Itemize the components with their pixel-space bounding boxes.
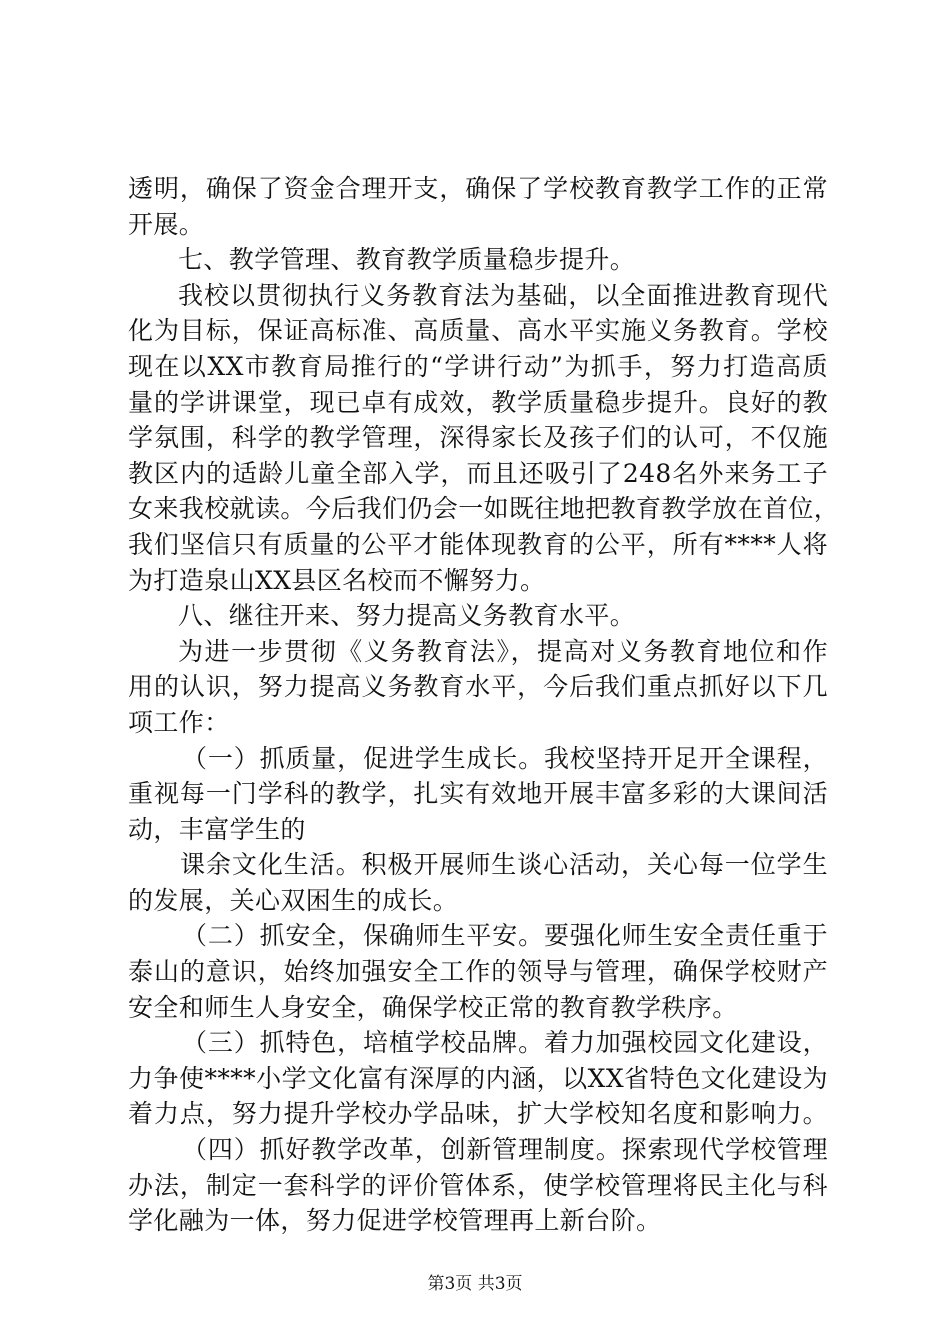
text-line: 量的学讲课堂，现已卓有成效，教学质量稳步提升。良好的教 — [128, 387, 828, 417]
subsection-one: （一）抓质量，促进学生成长。我校坚持开足开全课程， — [182, 743, 828, 773]
subsection-four: （四）抓好教学改革，创新管理制度。探索现代学校管理 — [182, 1135, 828, 1165]
section-heading-seven: 七、教学管理、教育教学质量稳步提升。 — [178, 245, 636, 275]
text-line: 办法，制定一套科学的评价管体系，使学校管理将民主化与科 — [128, 1170, 828, 1200]
text-line: 我们坚信只有质量的公平才能体现教育的公平，所有****人将 — [128, 529, 828, 559]
text-line: 透明，确保了资金合理开支，确保了学校教育教学工作的正常 — [128, 174, 828, 203]
text-line: 力争使****小学文化富有深厚的内涵，以XX省特色文化建设为 — [128, 1063, 828, 1093]
text-line: 教区内的适龄儿童全部入学，而且还吸引了248名外来务工子 — [128, 458, 828, 488]
text-line: 动，丰富学生的 — [128, 814, 306, 844]
text-line: 现在以XX市教育局推行的“学讲行动”为抓手，努力打造高质 — [128, 351, 828, 381]
text-line: 着力点，努力提升学校办学品味，扩大学校知名度和影响力。 — [128, 1099, 828, 1129]
text-line: 化为目标，保证高标准、高质量、高水平实施义务教育。学校 — [128, 316, 828, 346]
section-heading-eight: 八、继往开来、努力提高义务教育水平。 — [178, 601, 636, 631]
text-line: 学氛围，科学的教学管理，深得家长及孩子们的认可，不仅施 — [128, 423, 828, 453]
paragraph-start: 为进一步贯彻《义务教育法》，提高对义务教育地位和作 — [178, 636, 828, 666]
text-line: 为打造泉山XX县区名校而不懈努力。 — [128, 565, 546, 595]
text-line: 安全和师生人身安全，确保学校正常的教育教学秩序。 — [128, 992, 738, 1022]
text-line: 女来我校就读。今后我们仍会一如既往地把教育教学放在首位， — [128, 494, 840, 524]
text-line: 重视每一门学科的教学，扎实有效地开展丰富多彩的大课间活 — [128, 779, 828, 809]
text-line: 开展。 — [128, 209, 205, 239]
subsection-three: （三）抓特色，培植学校品牌。着力加强校园文化建设， — [182, 1028, 828, 1058]
text-line: 的发展，关心双困生的成长。 — [128, 885, 459, 915]
text-line: 项工作： — [128, 707, 230, 737]
document-body — [128, 171, 840, 1239]
text-line: 学化融为一体，努力促进学校管理再上新台阶。 — [128, 1206, 662, 1236]
text-line: 用的认识，努力提高义务教育水平，今后我们重点抓好以下几 — [128, 672, 828, 702]
text-line: 泰山的意识，始终加强安全工作的领导与管理，确保学校财产 — [128, 957, 828, 987]
paragraph-start: 我校以贯彻执行义务教育法为基础，以全面推进教育现代 — [178, 280, 828, 310]
text-line: 课余文化生活。积极开展师生谈心活动，关心每一位学生 — [180, 850, 828, 880]
subsection-two: （二）抓安全，保确师生平安。要强化师生安全责任重于 — [182, 921, 828, 951]
page-number-footer: 第3页 共3页 — [427, 1274, 523, 1294]
